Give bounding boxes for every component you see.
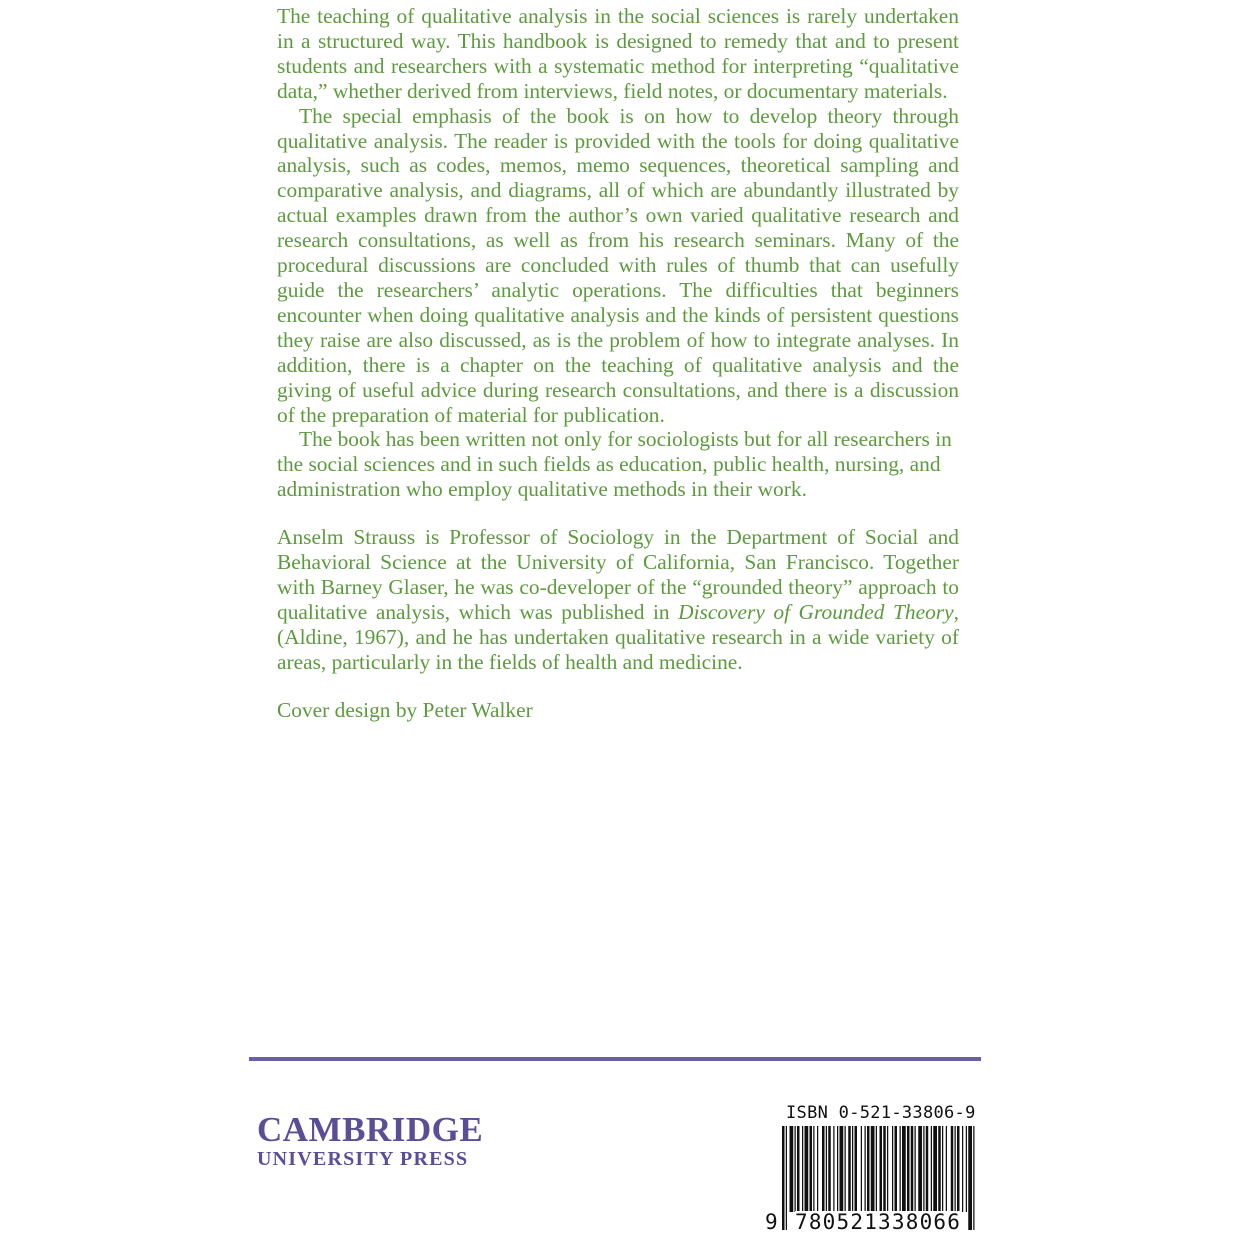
barcode-bar	[968, 1126, 972, 1230]
barcode-bar	[845, 1126, 846, 1212]
barcode-bar	[795, 1126, 796, 1212]
barcode-bar	[957, 1126, 960, 1212]
cover-credit: Cover design by Peter Walker	[277, 697, 533, 722]
back-cover-blurb	[277, 4, 959, 722]
barcode-bar	[933, 1126, 937, 1212]
barcode-bar	[867, 1126, 870, 1212]
author-bio-text-after: , (Aldine, 1967), and he has undertaken qualitative research in a wide variety of areas, particularly in the fields of health and medicine.	[277, 599, 959, 674]
barcode-bar	[837, 1126, 838, 1212]
barcode-bar	[892, 1126, 893, 1212]
barcode-bar	[826, 1126, 827, 1212]
barcode-bar	[926, 1126, 929, 1212]
barcode-bar	[805, 1126, 809, 1212]
barcode-bar	[786, 1126, 787, 1230]
barcode-bar	[955, 1126, 956, 1212]
barcode-bar	[852, 1126, 853, 1212]
book-title: Discovery of Grounded Theory	[678, 599, 954, 624]
barcode-bar	[946, 1126, 947, 1212]
barcode-bar	[790, 1126, 794, 1212]
barcode-bar	[938, 1126, 941, 1212]
barcode-bar	[918, 1126, 922, 1212]
barcode-bar	[907, 1126, 910, 1212]
barcode-bar	[833, 1126, 834, 1212]
barcode-bar	[865, 1126, 866, 1212]
barcode-bar	[923, 1126, 924, 1212]
publisher-subname: UNIVERSITY PRESS	[257, 1148, 469, 1170]
blurb-paragraph-3: The book has been written not only for sociologists but for all researchers in the social sciences and in such fields as education, public health, nursing, and administration who employ qualitative methods in their work.	[277, 427, 952, 502]
barcode-bar	[942, 1126, 943, 1212]
barcode-bar	[880, 1126, 883, 1212]
blurb-paragraph-1: The teaching of qualitative analysis in the social sciences is rarely undertaken in a structured way. This handbook is designed to remedy that and to present students and researchers with a systematic method for interpreting “qualitative data,” whether derived from interviews, field notes, or documentary materials.	[277, 4, 959, 103]
publisher-logo	[257, 1112, 483, 1170]
blurb-paragraph-2: The special emphasis of the book is on how to develop theory through qualitative analysis. The reader is provided with the tools for doing qualitative analysis, such as codes, memos, memo sequences, theoretical sampling and comparative analysis, and diagrams, all of which are abundantly illustrated by actual examples drawn from the author’s own varied qualitative research and research consultations, as well as from his research seminars. Many of the procedural discussions are concluded with rules of thumb that can usefully guide the researchers’ analytic operations. The difficulties that beginners encounter when doing qualitative analysis and the kinds of persistent questions they raise are also discussed, as is the problem of how to integrate analyses. In addition, there is a chapter on the teaching of qualitative analysis and the giving of useful advice during research consultations, and there is a discussion of the preparation of material for publication.	[277, 103, 959, 427]
barcode	[765, 1126, 978, 1234]
barcode-bar	[840, 1126, 844, 1212]
barcode-bar	[782, 1126, 785, 1230]
barcode-bar	[973, 1126, 974, 1230]
publisher-name: CAMBRIDGE	[257, 1110, 484, 1149]
barcode-bar	[931, 1126, 932, 1212]
author-bio	[277, 525, 959, 674]
barcode-bar	[951, 1126, 954, 1212]
barcode-bar	[902, 1126, 906, 1212]
isbn-label: ISBN 0-521-33806-9	[786, 1103, 976, 1123]
barcode-bar	[817, 1126, 818, 1212]
barcode-bar	[895, 1126, 898, 1212]
barcode-bar	[915, 1126, 916, 1212]
barcode-digits: 780521338066	[795, 1210, 962, 1234]
barcode-first-digit: 9	[765, 1210, 778, 1234]
barcode-bar	[802, 1126, 803, 1212]
barcode-bar	[855, 1126, 858, 1212]
divider-rule	[249, 1057, 981, 1061]
barcode-bar	[861, 1126, 862, 1212]
author-bio-text-before: Anselm Strauss is Professor of Sociology in the Department of Social and Behavioral Science at the University of California, San Francisco. Together with Barney Glaser, he was co-developer of the “grounded theory” approach to qualitative analysis, which was published in	[277, 525, 959, 624]
barcode-bar	[848, 1126, 851, 1212]
barcode-bar	[962, 1126, 963, 1212]
barcode-bar	[876, 1126, 877, 1212]
barcode-bar	[828, 1126, 831, 1212]
barcode-bar	[966, 1126, 967, 1212]
barcode-bar	[911, 1126, 914, 1212]
barcode-bar	[810, 1126, 813, 1212]
barcode-bar	[797, 1126, 800, 1212]
barcode-bar	[900, 1126, 901, 1212]
barcode-bar	[813, 1126, 814, 1212]
barcode-bar	[883, 1126, 886, 1212]
barcode-bar	[822, 1126, 825, 1212]
barcode-bar	[887, 1126, 888, 1212]
